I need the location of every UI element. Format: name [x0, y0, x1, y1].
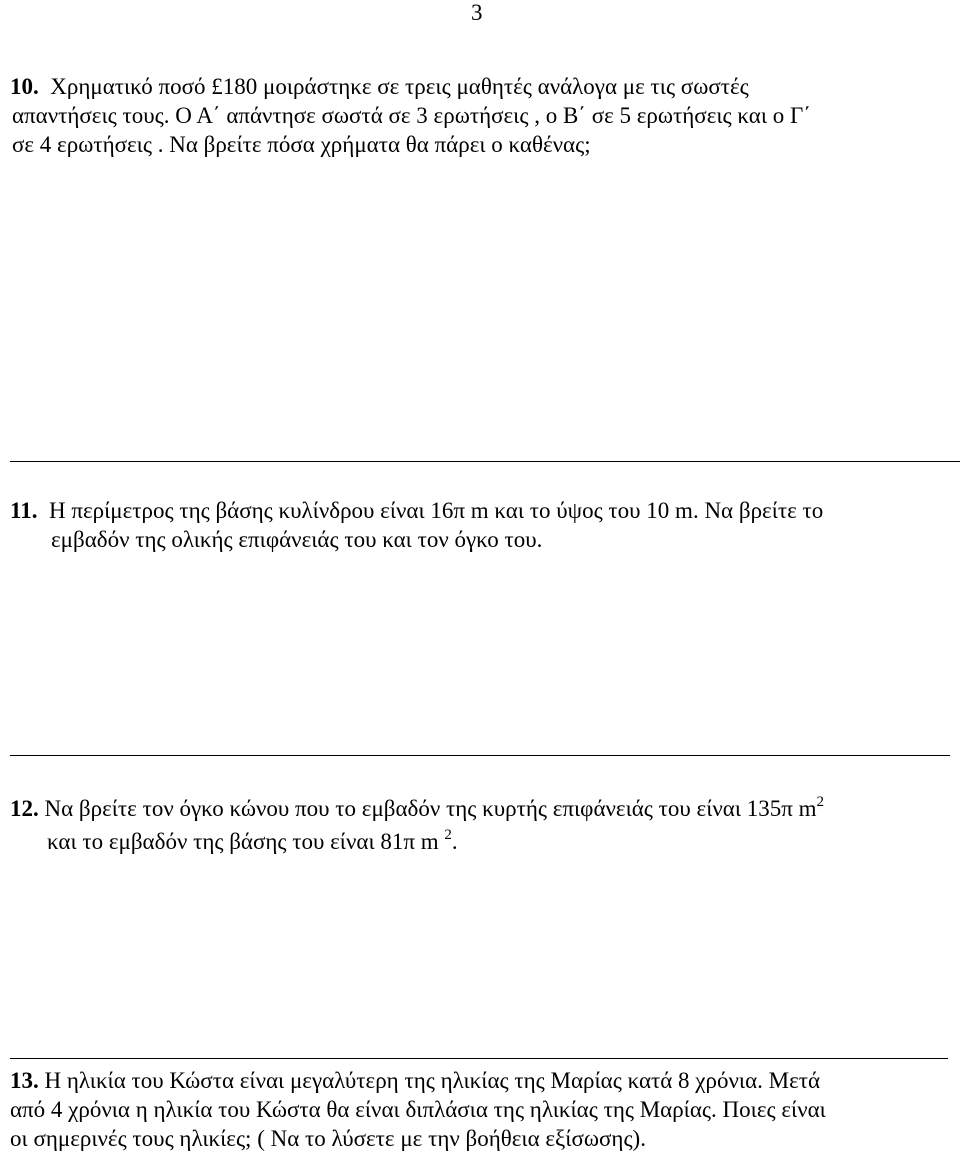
problem-text: από 4 χρόνια η ηλικία του Κώστα θα είναι διπλάσια της ηλικίας της Μαρίας. Ποιες είναι	[10, 1097, 826, 1122]
problem-text: σε 4 ερωτήσεις . Να βρείτε πόσα χρήματα θα πάρει ο καθένας;	[12, 132, 591, 157]
problem-12	[10, 794, 824, 860]
problem-text: Χρηματικό ποσό £180 μοιράστηκε σε τρεις μαθητές ανάλογα με τις σωστές	[50, 74, 749, 99]
problem-10-line-1	[10, 72, 811, 101]
separator-line	[10, 461, 960, 462]
problem-11-line-2	[10, 525, 823, 554]
problem-13-line-2	[10, 1095, 826, 1124]
separator-line	[10, 755, 950, 756]
problem-12-line-2	[10, 827, 824, 860]
superscript: 2	[444, 827, 452, 843]
superscript: 2	[816, 794, 825, 810]
problem-10-line-2	[10, 101, 811, 130]
problem-text: Η ηλικία του Κώστα είναι μεγαλύτερη της ηλικίας της Μαρίας κατά 8 χρόνια. Μετά	[44, 1068, 821, 1093]
problem-number: 10.	[10, 74, 39, 99]
problem-13-line-1	[10, 1066, 826, 1095]
page-number: 3	[471, 0, 483, 25]
problem-text: οι σημερινές τους ηλικίες; ( Να το λύσετε με την βοήθεια εξίσωσης).	[10, 1126, 646, 1151]
problem-text: απαντήσεις τους. Ο Α΄ απάντησε σωστά σε 3 ερωτήσεις , ο Β΄ σε 5 ερωτήσεις και ο Γ΄	[12, 103, 811, 128]
problem-number: 11.	[10, 498, 38, 523]
problem-text: και το εμβαδόν της βάσης του είναι 81π m	[47, 829, 439, 854]
problem-12-line-1	[10, 794, 824, 827]
problem-text: Η περίμετρος της βάσης κυλίνδρου είναι 16π m και το ύψος του 10 m. Να βρείτε το	[48, 498, 824, 523]
problem-11	[10, 496, 823, 554]
problem-13	[10, 1066, 826, 1153]
problem-text: εμβαδόν της ολικής επιφάνειάς του και τον όγκο του.	[51, 527, 543, 552]
problem-10-line-3	[10, 130, 811, 159]
problem-text-tail: .	[451, 829, 458, 854]
problem-number: 12.	[10, 796, 39, 821]
problem-11-line-1	[10, 496, 823, 525]
problem-10	[10, 72, 811, 159]
problem-13-line-3	[10, 1124, 826, 1153]
separator-line	[10, 1058, 948, 1059]
problem-number: 13.	[10, 1068, 39, 1093]
problem-text: Να βρείτε τον όγκο κώνου που το εμβαδόν της κυρτής επιφάνειάς του είναι 135π m	[44, 796, 817, 821]
